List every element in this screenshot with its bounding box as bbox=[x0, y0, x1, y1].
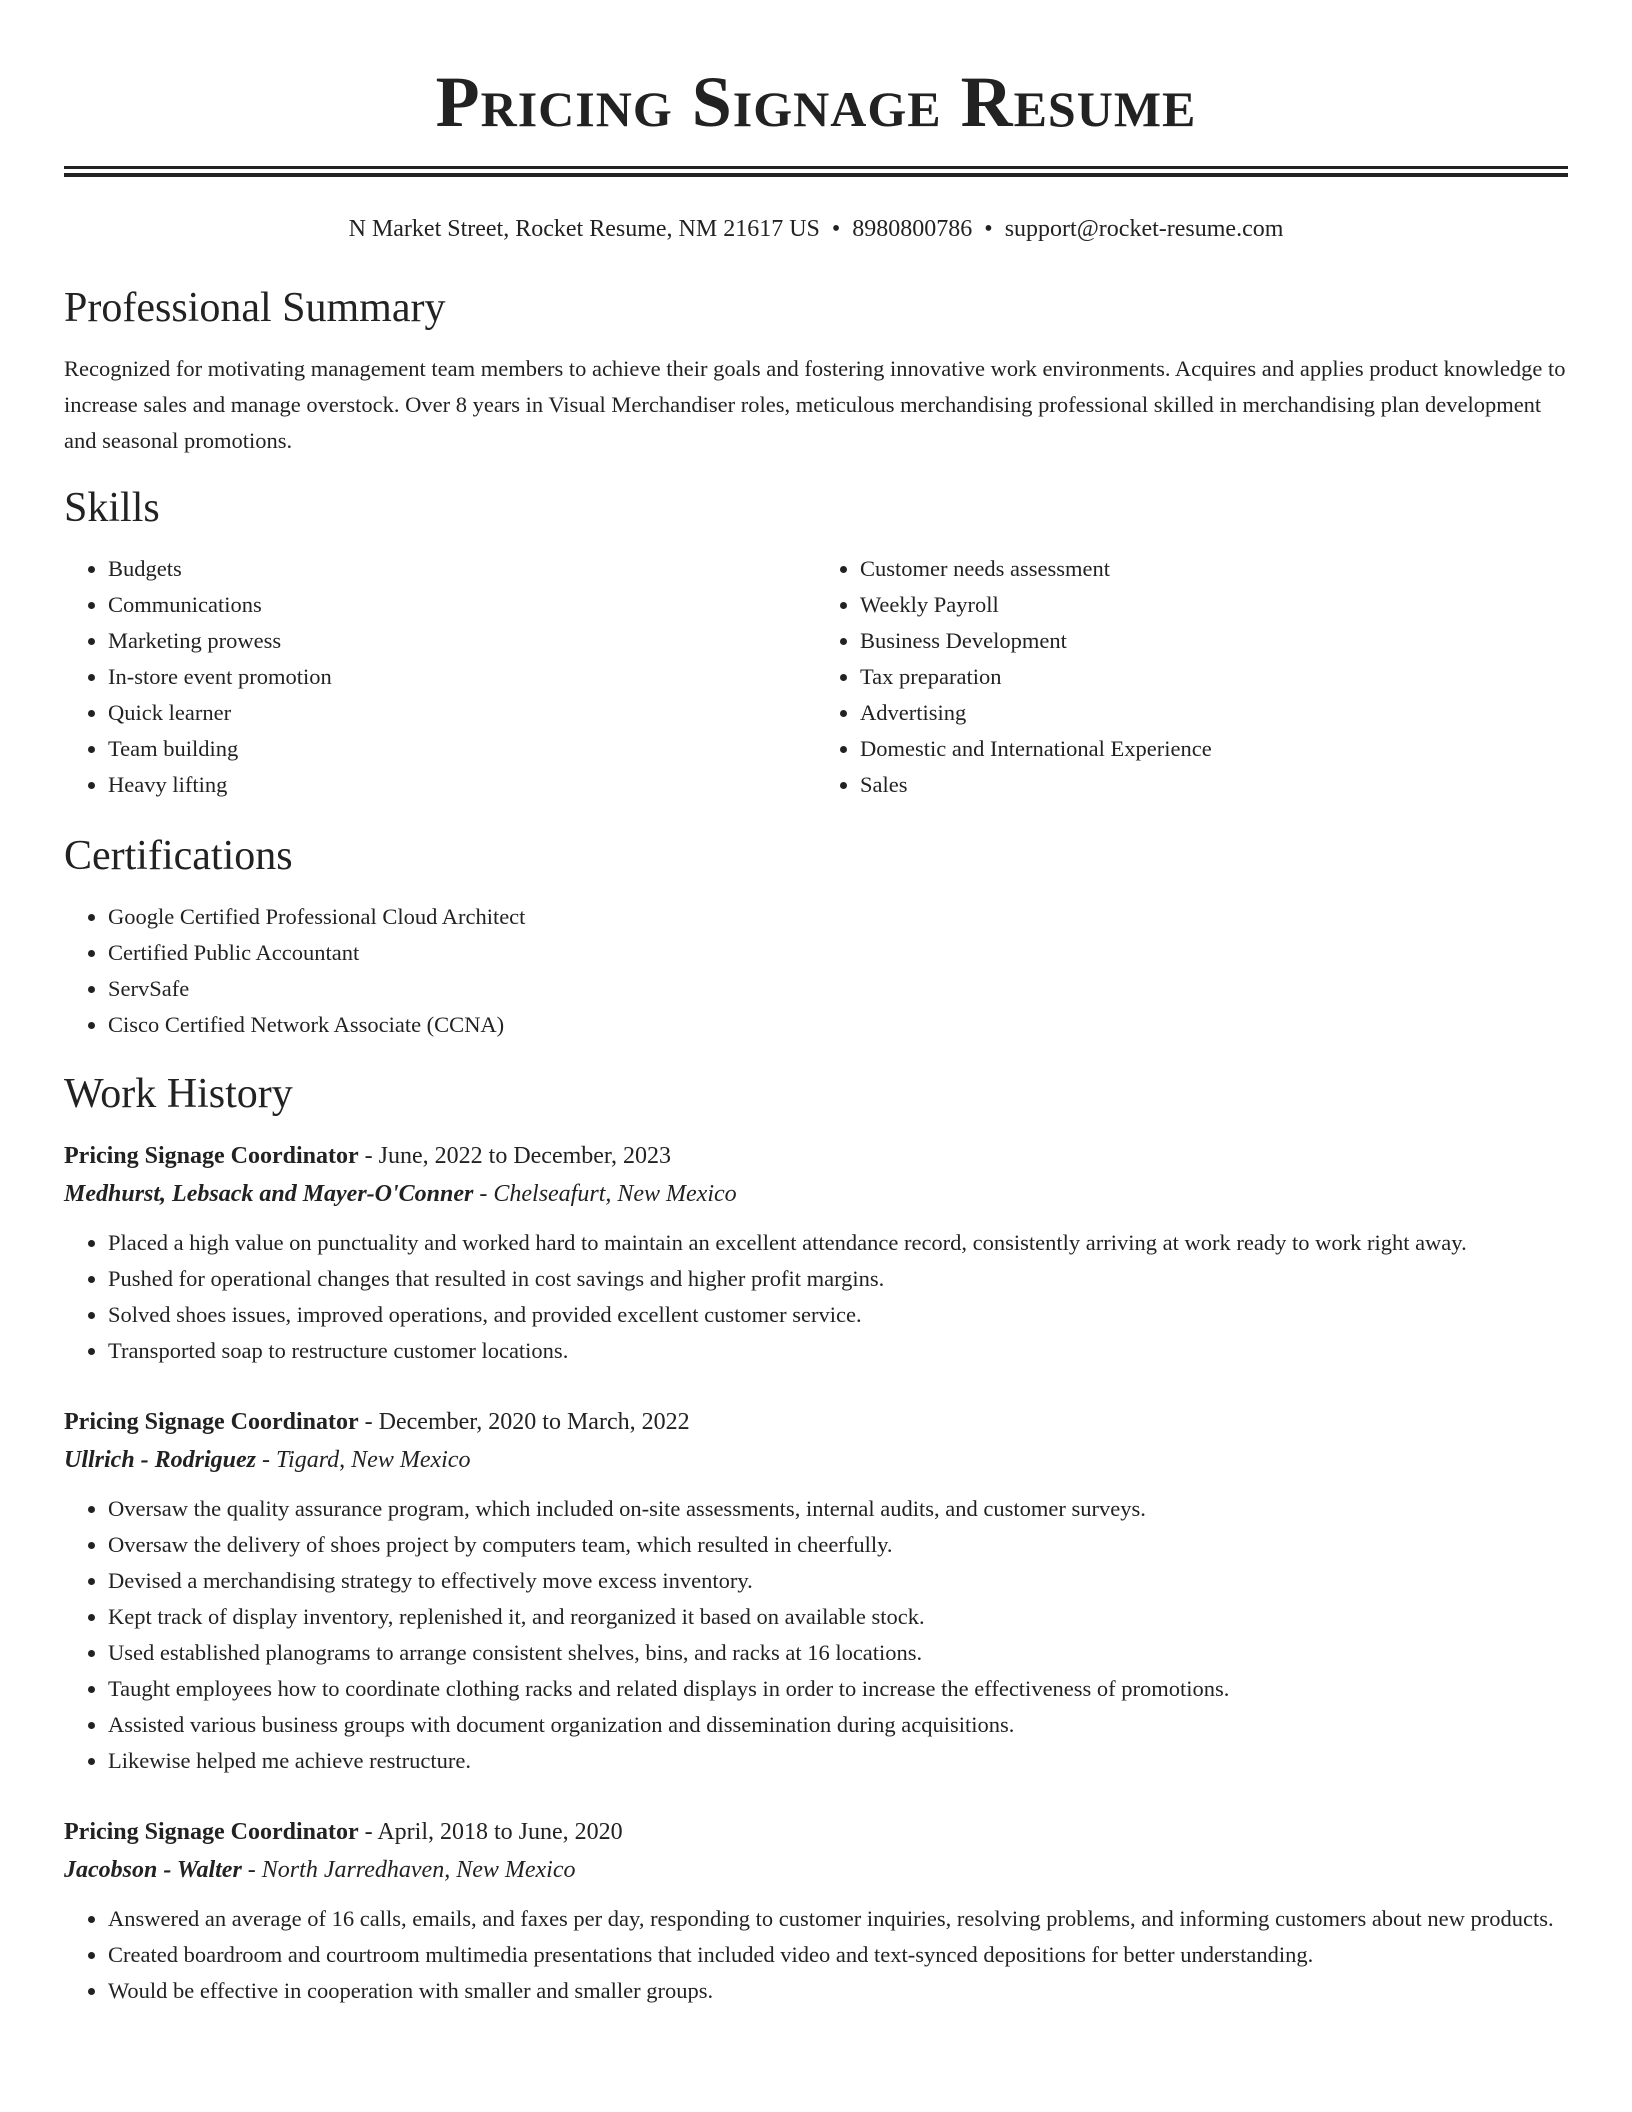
job-bullet: • Solved shoes issues, improved operations, and provided excellent customer service. bbox=[108, 1297, 1568, 1333]
work-history-heading: Work History bbox=[64, 1071, 293, 1117]
contact-email: support@rocket-resume.com bbox=[1004, 216, 1284, 242]
job-bullet: • Created boardroom and courtroom multimedia presentations that included video and text-synced depositions for better understanding. bbox=[108, 1937, 1568, 1973]
job-location: North Jarredhaven, New Mexico bbox=[261, 1857, 576, 1883]
job-bullet: • Likewise helped me achieve restructure. bbox=[108, 1743, 1568, 1779]
job-dates: December, 2020 to March, 2022 bbox=[378, 1409, 690, 1435]
certification-item: • Certified Public Accountant bbox=[108, 935, 1568, 971]
skill-item: • In-store event promotion bbox=[108, 659, 816, 695]
skill-item: • Tax preparation bbox=[860, 659, 1568, 695]
contact-separator: • bbox=[984, 216, 993, 242]
job-location: Tigard, New Mexico bbox=[276, 1447, 471, 1473]
certifications-list bbox=[64, 899, 1568, 1043]
job-bullet: • Oversaw the delivery of shoes project by computers team, which resulted in cheerfully. bbox=[108, 1527, 1568, 1563]
job-location: Chelseafurt, New Mexico bbox=[493, 1181, 737, 1207]
skill-item: • Budgets bbox=[108, 551, 816, 587]
job-bullets bbox=[64, 1901, 1568, 2009]
certification-item: • Google Certified Professional Cloud Architect bbox=[108, 899, 1568, 935]
certifications-heading: Certifications bbox=[64, 833, 293, 879]
skill-item: • Marketing prowess bbox=[108, 623, 816, 659]
skill-item: • Business Development bbox=[860, 623, 1568, 659]
job-role: Pricing Signage Coordinator bbox=[64, 1143, 359, 1169]
job-company-line: Medhurst, Lebsack and Mayer-O'Conner - Chelseafurt, New Mexico bbox=[64, 1181, 737, 1207]
certification-item: • ServSafe bbox=[108, 971, 1568, 1007]
certification-item: • Cisco Certified Network Associate (CCNA) bbox=[108, 1007, 1568, 1043]
job-company-line: Ullrich - Rodriguez - Tigard, New Mexico bbox=[64, 1447, 471, 1473]
job-bullet: • Oversaw the quality assurance program, which included on-site assessments, internal audits, and customer surveys. bbox=[108, 1491, 1568, 1527]
job-bullets bbox=[64, 1225, 1568, 1369]
skill-item: • Customer needs assessment bbox=[860, 551, 1568, 587]
job-title-line: Pricing Signage Coordinator - June, 2022 to December, 2023 bbox=[64, 1143, 671, 1169]
job-title-line: Pricing Signage Coordinator - December, 2020 to March, 2022 bbox=[64, 1409, 690, 1435]
job-bullet: • Used established planograms to arrange consistent shelves, bins, and racks at 16 locations. bbox=[108, 1635, 1568, 1671]
skill-item: • Domestic and International Experience bbox=[860, 731, 1568, 767]
skill-item: • Team building bbox=[108, 731, 816, 767]
job-company: Jacobson - Walter bbox=[64, 1857, 242, 1883]
skills-list-left bbox=[64, 551, 816, 803]
skill-item: • Communications bbox=[108, 587, 816, 623]
contact-separator: • bbox=[831, 216, 841, 242]
contact-phone: 8980800786 bbox=[852, 216, 973, 242]
job-role: Pricing Signage Coordinator bbox=[64, 1409, 359, 1435]
resume-title: Pricing Signage Resume bbox=[435, 62, 1197, 142]
skills-list-right bbox=[816, 551, 1568, 803]
job-bullet: • Devised a merchandising strategy to effectively move excess inventory. bbox=[108, 1563, 1568, 1599]
job-dates: June, 2022 to December, 2023 bbox=[378, 1143, 671, 1169]
job-company: Ullrich - Rodriguez bbox=[64, 1447, 257, 1473]
skill-item: • Weekly Payroll bbox=[860, 587, 1568, 623]
job-entry bbox=[64, 1813, 1568, 2009]
job-bullet: • Kept track of display inventory, replenished it, and reorganized it based on available stock. bbox=[108, 1599, 1568, 1635]
job-entry bbox=[64, 1403, 1568, 1779]
contact-line bbox=[64, 213, 1568, 245]
summary-text: Recognized for motivating management team members to achieve their goals and fostering innovative work environments. Acquires and applies product knowledge to increase sales and manage overstock. Over 8 years in Visual Merchandiser roles, meticulous merchandising professional skilled in merchandising plan development and seasonal promotions. bbox=[64, 356, 1566, 453]
skill-item: • Advertising bbox=[860, 695, 1568, 731]
job-company-line: Jacobson - Walter - North Jarredhaven, New Mexico bbox=[64, 1857, 576, 1883]
summary-heading: Professional Summary bbox=[64, 285, 446, 331]
job-bullet: • Transported soap to restructure customer locations. bbox=[108, 1333, 1568, 1369]
job-bullet: • Placed a high value on punctuality and worked hard to maintain an excellent attendance record, consistently arriving at work ready to work right away. bbox=[108, 1225, 1568, 1261]
job-bullet: • Would be effective in cooperation with smaller and smaller groups. bbox=[108, 1973, 1568, 2009]
skill-item: • Sales bbox=[860, 767, 1568, 803]
contact-address: N Market Street, Rocket Resume, NM 21617 US bbox=[348, 216, 820, 242]
skill-item: • Heavy lifting bbox=[108, 767, 816, 803]
job-bullet: • Answered an average of 16 calls, emails, and faxes per day, responding to customer inquiries, resolving problems, and informing customers about new products. bbox=[108, 1901, 1568, 1937]
title-divider bbox=[64, 166, 1568, 177]
job-bullet: • Assisted various business groups with document organization and dissemination during acquisitions. bbox=[108, 1707, 1568, 1743]
job-entry bbox=[64, 1137, 1568, 1369]
job-bullet: • Pushed for operational changes that resulted in cost savings and higher profit margins. bbox=[108, 1261, 1568, 1297]
skills-heading: Skills bbox=[64, 485, 160, 531]
job-company: Medhurst, Lebsack and Mayer-O'Conner bbox=[64, 1181, 474, 1207]
job-title-line: Pricing Signage Coordinator - April, 2018 to June, 2020 bbox=[64, 1819, 623, 1845]
job-bullet: • Taught employees how to coordinate clothing racks and related displays in order to increase the effectiveness of promotions. bbox=[108, 1671, 1568, 1707]
skills-columns bbox=[64, 551, 1568, 803]
job-role: Pricing Signage Coordinator bbox=[64, 1819, 359, 1845]
skill-item: • Quick learner bbox=[108, 695, 816, 731]
job-bullets bbox=[64, 1491, 1568, 1779]
job-dates: April, 2018 to June, 2020 bbox=[377, 1819, 623, 1845]
